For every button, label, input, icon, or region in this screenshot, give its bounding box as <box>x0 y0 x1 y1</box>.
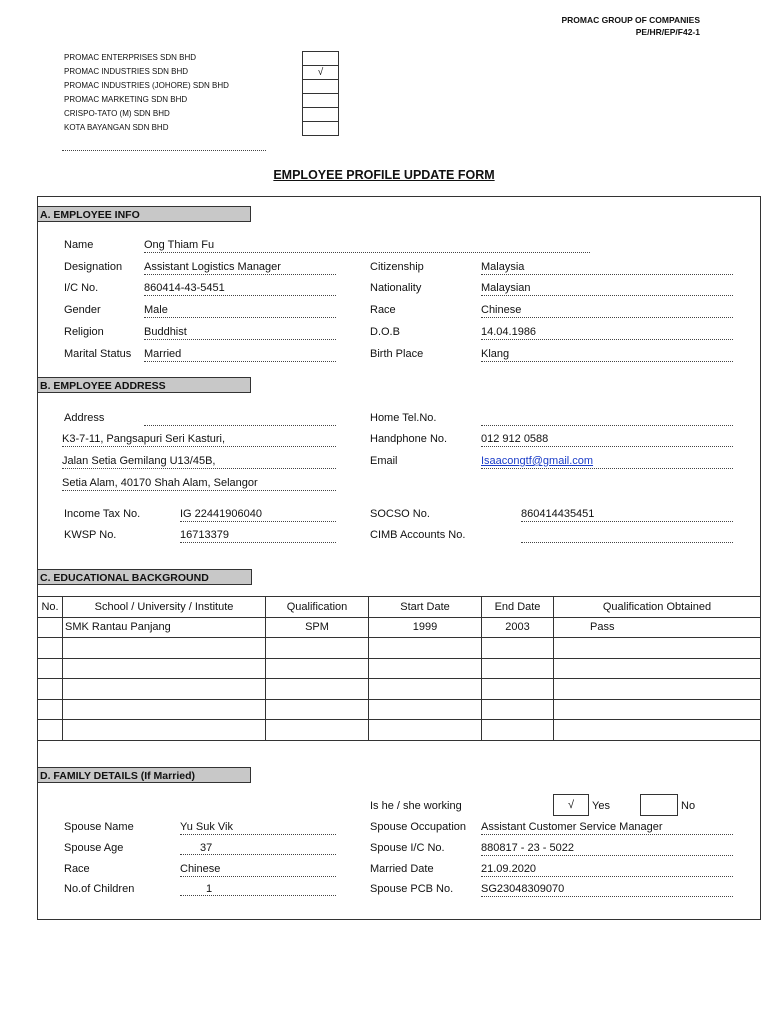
ic-field[interactable]: 860414-43-5451 <box>144 281 336 296</box>
pcb-field[interactable]: SG23048309070 <box>481 882 733 897</box>
spouse-name-field[interactable]: Yu Suk Vik <box>180 820 336 835</box>
address-label: Address <box>64 412 105 424</box>
company-label: PROMAC INDUSTRIES (JOHORE) SDN BHD <box>64 81 229 90</box>
nationality-field[interactable]: Malaysian <box>481 281 733 296</box>
col-header: School / University / Institute <box>63 597 266 618</box>
name-label: Name <box>64 239 94 251</box>
table-row <box>38 658 761 679</box>
col-header: End Date <box>482 597 554 618</box>
table-cell[interactable]: SPM <box>266 617 369 638</box>
company-checkbox[interactable] <box>302 79 339 93</box>
group-name: PROMAC GROUP OF COMPANIES <box>561 15 700 25</box>
children-label: No.of Children <box>64 883 135 895</box>
spouse-ic-field[interactable]: 880817 - 23 - 5022 <box>481 841 733 856</box>
table-cell[interactable] <box>38 638 63 659</box>
table-header-row <box>38 597 761 618</box>
spouse-race-field[interactable]: Chinese <box>180 862 336 877</box>
address-blank-field[interactable] <box>144 411 336 426</box>
citizenship-label: Citizenship <box>370 261 424 273</box>
address-line-2[interactable]: Jalan Setia Gemilang U13/45B, <box>62 454 336 469</box>
working-no-checkbox[interactable] <box>640 794 678 816</box>
email-label: Email <box>370 455 398 467</box>
marital-field[interactable]: Married <box>144 347 336 362</box>
handphone-label: Handphone No. <box>370 433 448 445</box>
section-employee-info: A. EMPLOYEE INFO <box>37 206 251 222</box>
cimb-label: CIMB Accounts No. <box>370 529 466 541</box>
religion-label: Religion <box>64 326 104 338</box>
religion-field[interactable]: Buddhist <box>144 325 336 340</box>
income-tax-label: Income Tax No. <box>64 508 141 520</box>
col-header: Qualification Obtained <box>554 597 761 618</box>
table-cell[interactable] <box>266 658 369 679</box>
table-cell[interactable] <box>554 720 761 741</box>
yes-label: Yes <box>592 800 610 812</box>
form-code: PE/HR/EP/F42-1 <box>635 27 700 37</box>
table-cell[interactable] <box>554 699 761 720</box>
section-family-details: D. FAMILY DETAILS (If Married) <box>37 767 251 783</box>
table-cell[interactable] <box>554 679 761 700</box>
gender-field[interactable]: Male <box>144 303 336 318</box>
company-checkbox[interactable]: √ <box>302 65 339 79</box>
company-checkbox[interactable] <box>302 51 339 65</box>
table-cell[interactable] <box>63 638 266 659</box>
table-row <box>38 617 761 638</box>
address-line-3[interactable]: Setia Alam, 40170 Shah Alam, Selangor <box>62 476 336 491</box>
table-cell[interactable] <box>482 679 554 700</box>
table-cell[interactable] <box>554 658 761 679</box>
home-tel-field[interactable] <box>481 411 733 426</box>
table-cell[interactable]: SMK Rantau Panjang <box>63 617 266 638</box>
section-c-tab <box>216 569 252 585</box>
table-cell[interactable] <box>266 638 369 659</box>
table-cell[interactable] <box>38 679 63 700</box>
married-date-field[interactable]: 21.09.2020 <box>481 862 733 877</box>
company-label: PROMAC ENTERPRISES SDN BHD <box>64 53 197 62</box>
table-cell[interactable] <box>266 699 369 720</box>
spouse-ic-label: Spouse I/C No. <box>370 842 445 854</box>
name-field[interactable]: Ong Thiam Fu <box>144 238 590 253</box>
working-label: Is he / she working <box>370 800 462 812</box>
table-cell[interactable] <box>38 658 63 679</box>
table-cell[interactable] <box>482 720 554 741</box>
col-header: Qualification <box>266 597 369 618</box>
table-cell[interactable] <box>482 658 554 679</box>
designation-label: Designation <box>64 261 123 273</box>
col-header: No. <box>38 597 63 618</box>
spouse-age-field[interactable]: 37 <box>180 841 336 855</box>
children-field[interactable]: 1 <box>180 882 336 896</box>
table-cell[interactable]: 2003 <box>482 617 554 638</box>
table-row <box>38 638 761 659</box>
company-checkbox[interactable] <box>302 93 339 107</box>
table-cell[interactable] <box>266 679 369 700</box>
cimb-field[interactable] <box>521 528 733 543</box>
occupation-field[interactable]: Assistant Customer Service Manager <box>481 820 733 835</box>
home-tel-label: Home Tel.No. <box>370 412 437 424</box>
table-cell[interactable] <box>554 638 761 659</box>
table-cell[interactable]: Pass <box>554 617 761 638</box>
form-header <box>561 14 700 38</box>
table-cell[interactable] <box>482 699 554 720</box>
company-label: PROMAC MARKETING SDN BHD <box>64 95 188 104</box>
birthplace-label: Birth Place <box>370 348 424 360</box>
race-label: Race <box>370 304 396 316</box>
socso-field[interactable]: 860414435451 <box>521 507 733 522</box>
table-row <box>38 679 761 700</box>
no-label: No <box>681 800 696 812</box>
address-line-1[interactable]: K3-7-11, Pangsapuri Seri Kasturi, <box>62 432 336 447</box>
company-label: PROMAC INDUSTRIES SDN BHD <box>64 67 189 76</box>
spouse-name-label: Spouse Name <box>64 821 134 833</box>
table-cell[interactable] <box>63 658 266 679</box>
table-cell[interactable] <box>38 699 63 720</box>
company-other-line <box>62 140 266 151</box>
income-tax-field[interactable]: IG 22441906040 <box>180 507 336 522</box>
table-row <box>38 699 761 720</box>
gender-label: Gender <box>64 304 101 316</box>
spouse-age-label: Spouse Age <box>64 842 124 854</box>
email-link[interactable]: Isaacongtf@gmail.com <box>481 455 594 467</box>
company-checkbox[interactable] <box>302 107 339 121</box>
spouse-race-label: Race <box>64 863 90 875</box>
handphone-field[interactable]: 012 912 0588 <box>481 432 733 447</box>
company-label: KOTA BAYANGAN SDN BHD <box>64 123 169 132</box>
socso-label: SOCSO No. <box>370 508 430 520</box>
kwsp-field[interactable]: 16713379 <box>180 528 336 543</box>
citizenship-field[interactable]: Malaysia <box>481 260 733 275</box>
table-cell[interactable]: 1999 <box>369 617 482 638</box>
table-cell[interactable] <box>369 638 482 659</box>
pcb-label: Spouse PCB No. <box>370 883 454 895</box>
table-cell[interactable] <box>369 699 482 720</box>
table-cell[interactable] <box>63 720 266 741</box>
married-date-label: Married Date <box>370 863 434 875</box>
table-row <box>38 720 761 741</box>
table-cell[interactable] <box>369 720 482 741</box>
nationality-label: Nationality <box>370 282 422 294</box>
col-header: Start Date <box>369 597 482 618</box>
table-cell[interactable] <box>482 638 554 659</box>
section-employee-address: B. EMPLOYEE ADDRESS <box>37 377 251 393</box>
dob-label: D.O.B <box>370 326 400 338</box>
working-yes-checkbox[interactable]: √ <box>553 794 589 816</box>
marital-label: Marital Status <box>64 348 132 360</box>
education-table <box>37 596 761 741</box>
table-cell[interactable] <box>38 617 63 638</box>
section-educational-background: C. EDUCATIONAL BACKGROUND <box>37 569 217 585</box>
race-field[interactable]: Chinese <box>481 303 733 318</box>
table-cell[interactable] <box>63 679 266 700</box>
company-checkbox[interactable] <box>302 121 339 136</box>
table-cell[interactable] <box>369 679 482 700</box>
birthplace-field[interactable]: Klang <box>481 347 733 362</box>
dob-field[interactable]: 14.04.1986 <box>481 325 733 340</box>
email-field[interactable] <box>481 454 733 469</box>
table-cell[interactable] <box>38 720 63 741</box>
kwsp-label: KWSP No. <box>64 529 117 541</box>
company-label: CRISPO-TATO (M) SDN BHD <box>64 109 170 118</box>
form-title: EMPLOYEE PROFILE UPDATE FORM <box>273 168 495 182</box>
occupation-label: Spouse Occupation <box>370 821 467 833</box>
table-cell[interactable] <box>63 699 266 720</box>
designation-field[interactable]: Assistant Logistics Manager <box>144 260 336 275</box>
ic-label: I/C No. <box>64 282 99 294</box>
table-cell[interactable] <box>369 658 482 679</box>
table-cell[interactable] <box>266 720 369 741</box>
